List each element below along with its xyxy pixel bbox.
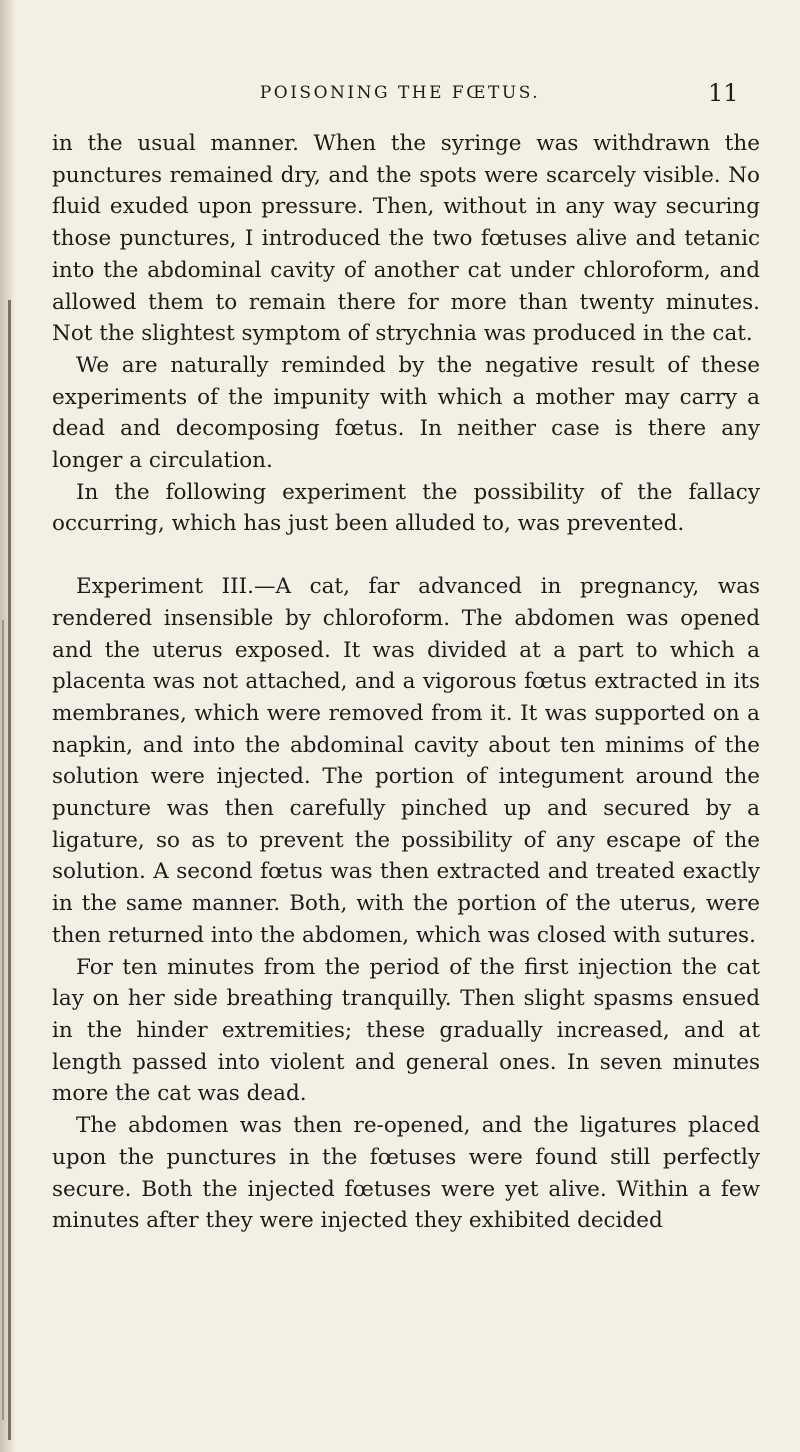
paragraph-experiment-iii: Experiment III.—A cat, far advanced in pregnancy, was rendered insensible by chloroform. The abdomen was opened and the uterus exposed. It was divided at a part to which a placenta was not attached, and a vigorous fœtus extracted in its membranes, which were removed from it. It was supported on a napkin, and into the abdominal cavity about ten minims of the solution were injected. The portion of integument around the puncture was then carefully pinched up and secured by a ligature, so as to prevent the possibility of any escape of the solution. A second fœtus was then extracted and treated exactly in the same manner. Both, with the portion of the uterus, were then returned into the abdomen, which was closed with sutures. bbox=[52, 574, 760, 948]
paragraph-following-experiment: In the following experiment the possibility of the fallacy occurring, which has just been alluded to, was prevented. bbox=[52, 479, 760, 537]
running-title: POISONING THE FŒTUS. bbox=[259, 83, 541, 103]
paragraph-abdomen-reopened: The abdomen was then re-opened, and the ligatures placed upon the punctures in the fœtuses were found still perfectly secure. Both the injected fœtuses were yet alive. Within a few minutes after they were injected they exhibited decided bbox=[52, 1113, 760, 1234]
paragraph-negative-result: We are naturally reminded by the negative result of these experiments of the impunity with which a mother may carry a dead and decomposing fœtus. In neither case is there any longer a circulation. bbox=[52, 352, 760, 474]
paragraph-ten-minutes: For ten minutes from the period of the first injection the cat lay on her side breathing tranquilly. Then slight spasms ensued in the hinder extremities; these gradually increased, and at length passed into violent and general ones. In seven minutes more the cat was dead. bbox=[52, 954, 760, 1107]
page-number: 11 bbox=[708, 79, 739, 107]
binding-edge-line-secondary bbox=[2, 620, 4, 1420]
paragraph-continuation: in the usual manner. When the syringe was withdrawn the punctures remained dry, and the spots were scarcely visible. No fluid exuded upon pressure. Then, without in any way securing those punctures, I introduced the two fœtuses alive and tetanic into the abdominal cavity of another cat under chloroform, and allowed them to remain there for more than twenty minutes. Not the slightest symptom of strychnia was produced in the cat. bbox=[52, 131, 760, 347]
body-text bbox=[52, 128, 760, 1237]
page-header bbox=[0, 80, 800, 110]
binding-edge-line bbox=[8, 300, 11, 1440]
